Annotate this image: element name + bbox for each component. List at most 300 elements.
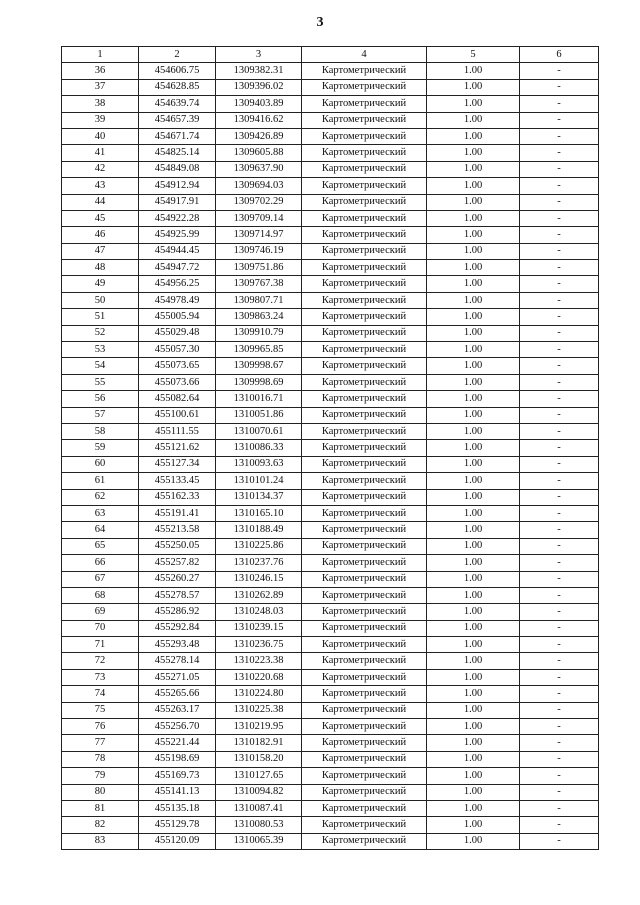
point-number-cell: 74 <box>62 686 139 702</box>
y-coordinate-cell: 1310220.68 <box>216 669 302 685</box>
table-row <box>62 817 599 833</box>
x-coordinate-cell: 455029.48 <box>139 325 216 341</box>
note-cell: - <box>520 128 599 144</box>
accuracy-cell: 1.00 <box>427 260 520 276</box>
table-row <box>62 391 599 407</box>
y-coordinate-cell: 1309714.97 <box>216 227 302 243</box>
table-row <box>62 194 599 210</box>
accuracy-cell: 1.00 <box>427 178 520 194</box>
point-number-cell: 57 <box>62 407 139 423</box>
x-coordinate-cell: 455121.62 <box>139 440 216 456</box>
accuracy-cell: 1.00 <box>427 440 520 456</box>
table-row <box>62 227 599 243</box>
accuracy-cell: 1.00 <box>427 96 520 112</box>
x-coordinate-cell: 455073.66 <box>139 374 216 390</box>
accuracy-cell: 1.00 <box>427 161 520 177</box>
accuracy-cell: 1.00 <box>427 538 520 554</box>
note-cell: - <box>520 407 599 423</box>
point-number-cell: 55 <box>62 374 139 390</box>
y-coordinate-cell: 1309767.38 <box>216 276 302 292</box>
y-coordinate-cell: 1310236.75 <box>216 637 302 653</box>
accuracy-cell: 1.00 <box>427 522 520 538</box>
y-coordinate-cell: 1310086.33 <box>216 440 302 456</box>
accuracy-cell: 1.00 <box>427 194 520 210</box>
note-cell: - <box>520 63 599 79</box>
y-coordinate-cell: 1309998.69 <box>216 374 302 390</box>
method-cell: Картометрический <box>302 276 427 292</box>
note-cell: - <box>520 653 599 669</box>
point-number-cell: 48 <box>62 260 139 276</box>
table-row <box>62 571 599 587</box>
accuracy-cell: 1.00 <box>427 63 520 79</box>
method-cell: Картометрический <box>302 456 427 472</box>
accuracy-cell: 1.00 <box>427 768 520 784</box>
y-coordinate-cell: 1310246.15 <box>216 571 302 587</box>
method-cell: Картометрический <box>302 423 427 439</box>
point-number-cell: 77 <box>62 735 139 751</box>
x-coordinate-cell: 454925.99 <box>139 227 216 243</box>
y-coordinate-cell: 1310237.76 <box>216 555 302 571</box>
method-cell: Картометрический <box>302 702 427 718</box>
note-cell: - <box>520 112 599 128</box>
point-number-cell: 43 <box>62 178 139 194</box>
note-cell: - <box>520 178 599 194</box>
method-cell: Картометрический <box>302 637 427 653</box>
x-coordinate-cell: 455005.94 <box>139 309 216 325</box>
x-coordinate-cell: 454628.85 <box>139 79 216 95</box>
accuracy-cell: 1.00 <box>427 555 520 571</box>
method-cell: Картометрический <box>302 653 427 669</box>
accuracy-cell: 1.00 <box>427 686 520 702</box>
note-cell: - <box>520 292 599 308</box>
x-coordinate-cell: 454956.25 <box>139 276 216 292</box>
point-number-cell: 51 <box>62 309 139 325</box>
y-coordinate-cell: 1309694.03 <box>216 178 302 194</box>
method-cell: Картометрический <box>302 833 427 849</box>
x-coordinate-cell: 455278.57 <box>139 587 216 603</box>
y-coordinate-cell: 1310224.80 <box>216 686 302 702</box>
table-row <box>62 833 599 849</box>
table-row <box>62 440 599 456</box>
accuracy-cell: 1.00 <box>427 276 520 292</box>
y-coordinate-cell: 1310239.15 <box>216 620 302 636</box>
x-coordinate-cell: 455082.64 <box>139 391 216 407</box>
accuracy-cell: 1.00 <box>427 128 520 144</box>
x-coordinate-cell: 454917.91 <box>139 194 216 210</box>
table-row <box>62 342 599 358</box>
y-coordinate-cell: 1310188.49 <box>216 522 302 538</box>
table-row <box>62 669 599 685</box>
x-coordinate-cell: 455120.09 <box>139 833 216 849</box>
x-coordinate-cell: 455129.78 <box>139 817 216 833</box>
table-row <box>62 79 599 95</box>
table-row <box>62 358 599 374</box>
y-coordinate-cell: 1310016.71 <box>216 391 302 407</box>
y-coordinate-cell: 1309910.79 <box>216 325 302 341</box>
note-cell: - <box>520 587 599 603</box>
y-coordinate-cell: 1310225.86 <box>216 538 302 554</box>
accuracy-cell: 1.00 <box>427 620 520 636</box>
table-row <box>62 489 599 505</box>
x-coordinate-cell: 454657.39 <box>139 112 216 128</box>
x-coordinate-cell: 454947.72 <box>139 260 216 276</box>
x-coordinate-cell: 455257.82 <box>139 555 216 571</box>
accuracy-cell: 1.00 <box>427 637 520 653</box>
method-cell: Картометрический <box>302 178 427 194</box>
method-cell: Картометрический <box>302 63 427 79</box>
x-coordinate-cell: 454639.74 <box>139 96 216 112</box>
method-cell: Картометрический <box>302 79 427 95</box>
table-row <box>62 505 599 521</box>
y-coordinate-cell: 1310101.24 <box>216 473 302 489</box>
table-row <box>62 702 599 718</box>
table-row <box>62 63 599 79</box>
table-row <box>62 653 599 669</box>
method-cell: Картометрический <box>302 800 427 816</box>
table-row <box>62 686 599 702</box>
point-number-cell: 37 <box>62 79 139 95</box>
y-coordinate-cell: 1309605.88 <box>216 145 302 161</box>
table-row <box>62 407 599 423</box>
y-coordinate-cell: 1309751.86 <box>216 260 302 276</box>
method-cell: Картометрический <box>302 571 427 587</box>
y-coordinate-cell: 1309702.29 <box>216 194 302 210</box>
accuracy-cell: 1.00 <box>427 489 520 505</box>
table-row <box>62 423 599 439</box>
table-row <box>62 210 599 226</box>
table-row <box>62 751 599 767</box>
method-cell: Картометрический <box>302 407 427 423</box>
point-number-cell: 64 <box>62 522 139 538</box>
point-number-cell: 54 <box>62 358 139 374</box>
x-coordinate-cell: 455135.18 <box>139 800 216 816</box>
method-cell: Картометрический <box>302 587 427 603</box>
table-row <box>62 473 599 489</box>
method-cell: Картометрический <box>302 260 427 276</box>
accuracy-cell: 1.00 <box>427 571 520 587</box>
method-cell: Картометрический <box>302 391 427 407</box>
x-coordinate-cell: 455169.73 <box>139 768 216 784</box>
method-cell: Картометрический <box>302 489 427 505</box>
point-number-cell: 53 <box>62 342 139 358</box>
y-coordinate-cell: 1310158.20 <box>216 751 302 767</box>
accuracy-cell: 1.00 <box>427 473 520 489</box>
note-cell: - <box>520 522 599 538</box>
method-cell: Картометрический <box>302 112 427 128</box>
x-coordinate-cell: 455265.66 <box>139 686 216 702</box>
point-number-cell: 75 <box>62 702 139 718</box>
point-number-cell: 81 <box>62 800 139 816</box>
note-cell: - <box>520 391 599 407</box>
accuracy-cell: 1.00 <box>427 423 520 439</box>
page-number: 3 <box>316 15 324 30</box>
y-coordinate-cell: 1309403.89 <box>216 96 302 112</box>
accuracy-cell: 1.00 <box>427 719 520 735</box>
x-coordinate-cell: 455057.30 <box>139 342 216 358</box>
method-cell: Картометрический <box>302 538 427 554</box>
method-cell: Картометрический <box>302 342 427 358</box>
table-body <box>62 63 599 850</box>
method-cell: Картометрический <box>302 473 427 489</box>
table-row <box>62 309 599 325</box>
x-coordinate-cell: 455073.65 <box>139 358 216 374</box>
note-cell: - <box>520 227 599 243</box>
note-cell: - <box>520 620 599 636</box>
note-cell: - <box>520 374 599 390</box>
point-number-cell: 68 <box>62 587 139 603</box>
note-cell: - <box>520 800 599 816</box>
accuracy-cell: 1.00 <box>427 145 520 161</box>
method-cell: Картометрический <box>302 194 427 210</box>
table-row <box>62 784 599 800</box>
point-number-cell: 82 <box>62 817 139 833</box>
x-coordinate-cell: 455191.41 <box>139 505 216 521</box>
y-coordinate-cell: 1309998.67 <box>216 358 302 374</box>
method-cell: Картометрический <box>302 227 427 243</box>
point-number-cell: 80 <box>62 784 139 800</box>
x-coordinate-cell: 455263.17 <box>139 702 216 718</box>
method-cell: Картометрический <box>302 161 427 177</box>
point-number-cell: 59 <box>62 440 139 456</box>
column-header: 5 <box>427 47 520 63</box>
x-coordinate-cell: 454849.08 <box>139 161 216 177</box>
accuracy-cell: 1.00 <box>427 358 520 374</box>
y-coordinate-cell: 1310087.41 <box>216 800 302 816</box>
y-coordinate-cell: 1310165.10 <box>216 505 302 521</box>
method-cell: Картометрический <box>302 358 427 374</box>
note-cell: - <box>520 719 599 735</box>
method-cell: Картометрический <box>302 128 427 144</box>
table-row <box>62 768 599 784</box>
point-number-cell: 40 <box>62 128 139 144</box>
point-number-cell: 45 <box>62 210 139 226</box>
method-cell: Картометрический <box>302 522 427 538</box>
column-header: 6 <box>520 47 599 63</box>
x-coordinate-cell: 455292.84 <box>139 620 216 636</box>
accuracy-cell: 1.00 <box>427 784 520 800</box>
method-cell: Картометрический <box>302 243 427 259</box>
point-number-cell: 38 <box>62 96 139 112</box>
x-coordinate-cell: 454978.49 <box>139 292 216 308</box>
note-cell: - <box>520 637 599 653</box>
point-number-cell: 41 <box>62 145 139 161</box>
note-cell: - <box>520 751 599 767</box>
point-number-cell: 47 <box>62 243 139 259</box>
table-row <box>62 243 599 259</box>
table-row <box>62 112 599 128</box>
accuracy-cell: 1.00 <box>427 833 520 849</box>
accuracy-cell: 1.00 <box>427 735 520 751</box>
point-number-cell: 52 <box>62 325 139 341</box>
x-coordinate-cell: 455286.92 <box>139 604 216 620</box>
accuracy-cell: 1.00 <box>427 112 520 128</box>
y-coordinate-cell: 1309416.62 <box>216 112 302 128</box>
note-cell: - <box>520 423 599 439</box>
table-row <box>62 735 599 751</box>
point-number-cell: 65 <box>62 538 139 554</box>
y-coordinate-cell: 1310223.38 <box>216 653 302 669</box>
x-coordinate-cell: 454671.74 <box>139 128 216 144</box>
column-header: 4 <box>302 47 427 63</box>
x-coordinate-cell: 455162.33 <box>139 489 216 505</box>
x-coordinate-cell: 455250.05 <box>139 538 216 554</box>
method-cell: Картометрический <box>302 817 427 833</box>
y-coordinate-cell: 1310225.38 <box>216 702 302 718</box>
table-row <box>62 522 599 538</box>
accuracy-cell: 1.00 <box>427 505 520 521</box>
x-coordinate-cell: 454922.28 <box>139 210 216 226</box>
table-row <box>62 325 599 341</box>
table-row <box>62 587 599 603</box>
y-coordinate-cell: 1310051.86 <box>216 407 302 423</box>
point-number-cell: 71 <box>62 637 139 653</box>
point-number-cell: 56 <box>62 391 139 407</box>
note-cell: - <box>520 489 599 505</box>
note-cell: - <box>520 555 599 571</box>
method-cell: Картометрический <box>302 686 427 702</box>
note-cell: - <box>520 538 599 554</box>
note-cell: - <box>520 604 599 620</box>
table-header-row <box>62 47 599 63</box>
accuracy-cell: 1.00 <box>427 751 520 767</box>
note-cell: - <box>520 325 599 341</box>
point-number-cell: 66 <box>62 555 139 571</box>
note-cell: - <box>520 473 599 489</box>
note-cell: - <box>520 161 599 177</box>
y-coordinate-cell: 1310093.63 <box>216 456 302 472</box>
x-coordinate-cell: 455278.14 <box>139 653 216 669</box>
x-coordinate-cell: 455111.55 <box>139 423 216 439</box>
point-number-cell: 50 <box>62 292 139 308</box>
note-cell: - <box>520 735 599 751</box>
point-number-cell: 72 <box>62 653 139 669</box>
x-coordinate-cell: 455293.48 <box>139 637 216 653</box>
table-row <box>62 96 599 112</box>
note-cell: - <box>520 96 599 112</box>
accuracy-cell: 1.00 <box>427 210 520 226</box>
y-coordinate-cell: 1309746.19 <box>216 243 302 259</box>
table-row <box>62 128 599 144</box>
point-number-cell: 78 <box>62 751 139 767</box>
method-cell: Картометрический <box>302 325 427 341</box>
x-coordinate-cell: 455127.34 <box>139 456 216 472</box>
point-number-cell: 36 <box>62 63 139 79</box>
method-cell: Картометрический <box>302 784 427 800</box>
method-cell: Картометрический <box>302 555 427 571</box>
point-number-cell: 69 <box>62 604 139 620</box>
table-row <box>62 637 599 653</box>
table-row <box>62 456 599 472</box>
accuracy-cell: 1.00 <box>427 325 520 341</box>
x-coordinate-cell: 455221.44 <box>139 735 216 751</box>
table-row <box>62 604 599 620</box>
accuracy-cell: 1.00 <box>427 227 520 243</box>
accuracy-cell: 1.00 <box>427 702 520 718</box>
table-row <box>62 161 599 177</box>
x-coordinate-cell: 455256.70 <box>139 719 216 735</box>
y-coordinate-cell: 1310070.61 <box>216 423 302 439</box>
point-number-cell: 61 <box>62 473 139 489</box>
note-cell: - <box>520 768 599 784</box>
accuracy-cell: 1.00 <box>427 800 520 816</box>
note-cell: - <box>520 702 599 718</box>
note-cell: - <box>520 784 599 800</box>
accuracy-cell: 1.00 <box>427 604 520 620</box>
point-number-cell: 62 <box>62 489 139 505</box>
y-coordinate-cell: 1310080.53 <box>216 817 302 833</box>
table-row <box>62 555 599 571</box>
x-coordinate-cell: 455198.69 <box>139 751 216 767</box>
method-cell: Картометрический <box>302 505 427 521</box>
x-coordinate-cell: 454944.45 <box>139 243 216 259</box>
point-number-cell: 46 <box>62 227 139 243</box>
method-cell: Картометрический <box>302 292 427 308</box>
note-cell: - <box>520 342 599 358</box>
x-coordinate-cell: 455260.27 <box>139 571 216 587</box>
method-cell: Картометрический <box>302 719 427 735</box>
method-cell: Картометрический <box>302 96 427 112</box>
x-coordinate-cell: 455100.61 <box>139 407 216 423</box>
note-cell: - <box>520 833 599 849</box>
column-header: 2 <box>139 47 216 63</box>
point-number-cell: 60 <box>62 456 139 472</box>
accuracy-cell: 1.00 <box>427 342 520 358</box>
table-row <box>62 292 599 308</box>
y-coordinate-cell: 1310094.82 <box>216 784 302 800</box>
point-number-cell: 76 <box>62 719 139 735</box>
y-coordinate-cell: 1309709.14 <box>216 210 302 226</box>
accuracy-cell: 1.00 <box>427 79 520 95</box>
column-header: 3 <box>216 47 302 63</box>
table-row <box>62 800 599 816</box>
method-cell: Картометрический <box>302 309 427 325</box>
x-coordinate-cell: 454825.14 <box>139 145 216 161</box>
coordinates-table <box>61 46 599 850</box>
table-row <box>62 276 599 292</box>
y-coordinate-cell: 1310065.39 <box>216 833 302 849</box>
y-coordinate-cell: 1309965.85 <box>216 342 302 358</box>
method-cell: Картометрический <box>302 735 427 751</box>
note-cell: - <box>520 358 599 374</box>
accuracy-cell: 1.00 <box>427 391 520 407</box>
y-coordinate-cell: 1310248.03 <box>216 604 302 620</box>
note-cell: - <box>520 571 599 587</box>
accuracy-cell: 1.00 <box>427 292 520 308</box>
note-cell: - <box>520 309 599 325</box>
method-cell: Картометрический <box>302 604 427 620</box>
y-coordinate-cell: 1310182.91 <box>216 735 302 751</box>
note-cell: - <box>520 276 599 292</box>
table-row <box>62 620 599 636</box>
point-number-cell: 83 <box>62 833 139 849</box>
method-cell: Картометрический <box>302 210 427 226</box>
y-coordinate-cell: 1309807.71 <box>216 292 302 308</box>
note-cell: - <box>520 79 599 95</box>
column-header: 1 <box>62 47 139 63</box>
y-coordinate-cell: 1309426.89 <box>216 128 302 144</box>
y-coordinate-cell: 1309382.31 <box>216 63 302 79</box>
note-cell: - <box>520 817 599 833</box>
accuracy-cell: 1.00 <box>427 653 520 669</box>
x-coordinate-cell: 454912.94 <box>139 178 216 194</box>
point-number-cell: 73 <box>62 669 139 685</box>
point-number-cell: 42 <box>62 161 139 177</box>
method-cell: Картометрический <box>302 145 427 161</box>
table-row <box>62 719 599 735</box>
accuracy-cell: 1.00 <box>427 309 520 325</box>
accuracy-cell: 1.00 <box>427 374 520 390</box>
y-coordinate-cell: 1310127.65 <box>216 768 302 784</box>
